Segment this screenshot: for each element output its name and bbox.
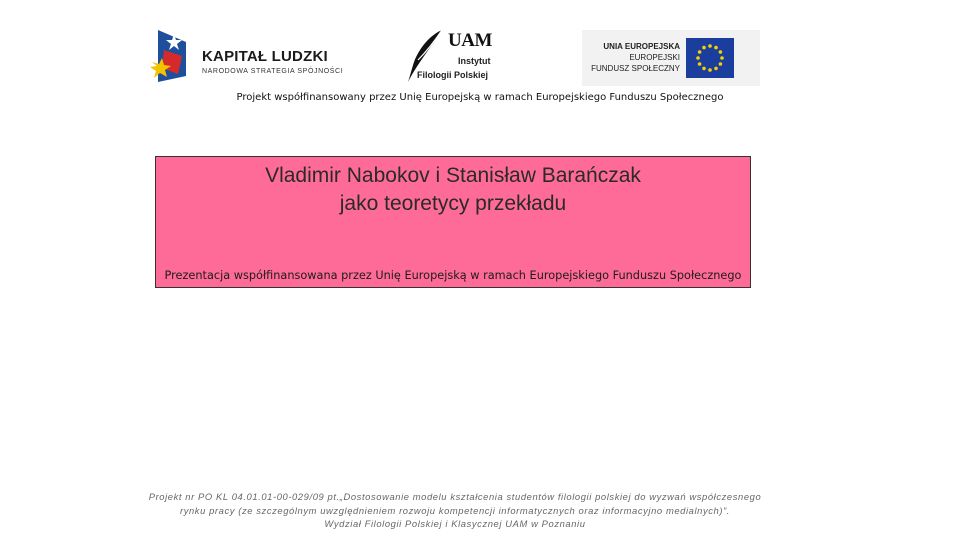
eu-fund-label-2: FUNDUSZ SPOŁECZNY — [591, 64, 680, 73]
eu-union-label: UNIA EUROPEJSKA — [603, 42, 680, 51]
footer-faculty-line: Wydział Filologii Polskiej i Klasycznej UAM w Poznaniu — [324, 518, 586, 529]
eu-logo — [582, 30, 760, 86]
uam-logo — [400, 28, 500, 86]
eu-flag — [686, 38, 734, 78]
presentation-title-line-1: Vladimir Nabokov i Stanisław Barańczak — [265, 164, 641, 187]
cofinancing-note: Projekt współfinansowany przez Unię Europejską w ramach Europejskiego Funduszu Społecznego — [236, 92, 724, 103]
kapital-ludzki-title: KAPITAŁ LUDZKI — [202, 48, 328, 65]
presentation-funding-note: Prezentacja współfinansowana przez Unię Europejską w ramach Europejskiego Funduszu Społecznego — [164, 269, 742, 282]
footer-project-line-2: rynku pracy (ze szczególnym uwzględnieniem rozwoju kompetencji informatycznych oraz informacyjno medialnych)”. — [179, 505, 731, 516]
uam-wordmark: UAM — [448, 30, 492, 51]
eu-stars-icon — [686, 38, 734, 78]
kapital-ludzki-subtitle: NARODOWA STRATEGIA SPÓJNOŚCI — [202, 68, 344, 75]
footer-project-line-1: Projekt nr PO KL 04.01.01-00-029/09 pt.„Dostosowanie modelu kształcenia studentów filologii polskiej do wyzwań współczesnego — [148, 491, 762, 502]
title-box — [155, 156, 751, 288]
uam-institute-label: Instytut — [458, 56, 491, 66]
presentation-title-line-2: jako teoretycy przekładu — [339, 192, 567, 215]
kapital-ludzki-logo — [148, 24, 348, 88]
uam-department-label: Filologii Polskiej — [417, 70, 489, 80]
kapital-ludzki-emblem-icon — [148, 28, 196, 84]
eu-fund-label-1: EUROPEJSKI — [629, 53, 680, 62]
